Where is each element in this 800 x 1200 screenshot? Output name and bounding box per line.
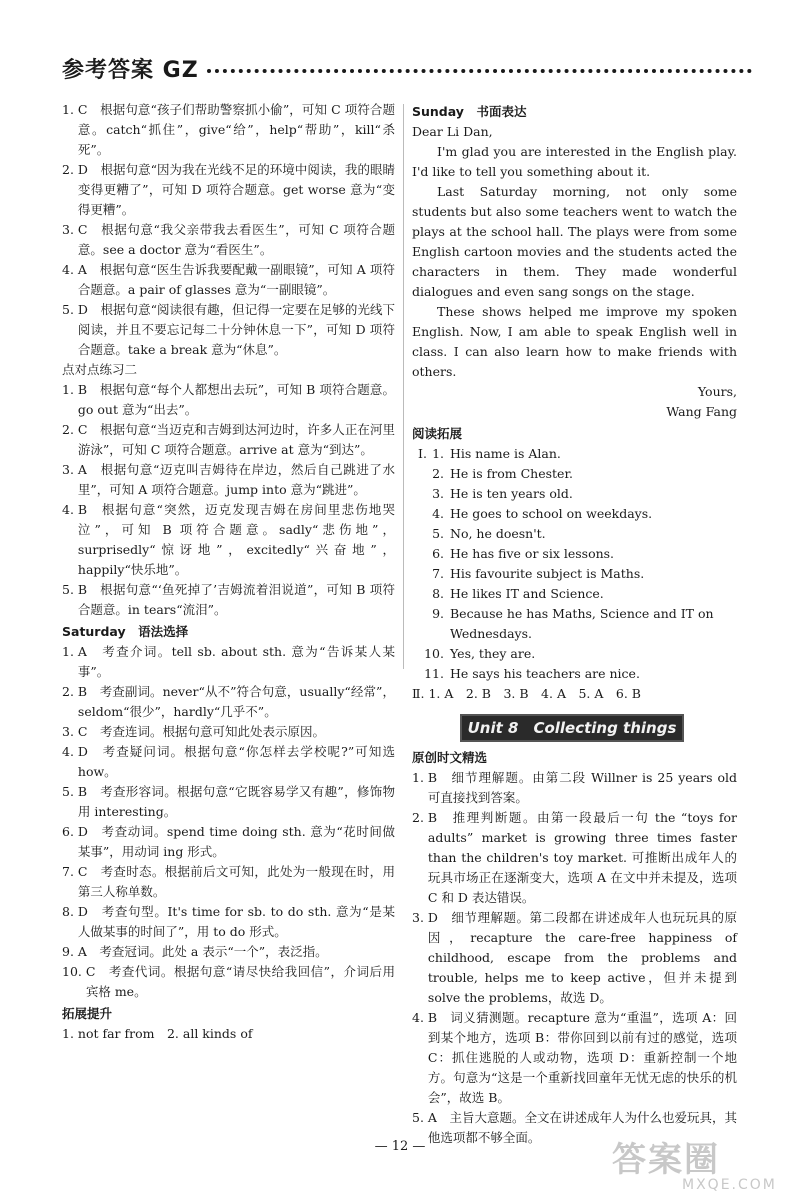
item-number: 1. [62,382,78,397]
list-item [62,942,395,962]
answer-list-2 [62,380,395,620]
item-number: 10. [424,646,444,661]
letter-paragraph: These shows helped me improve my spoken English. Now, I am able to speak English well in class. I can also learn how to make friends with others. [412,304,737,379]
letter-greeting: Dear Li Dan, [412,124,493,139]
item-text: B 词义猜测题。recapture 意为“重温”，选项 A：回到某个地方，选项 B：带你回到以前有过的感觉，选项 C：抓住逃脱的人或动物，选项 D：重新控制一个地方。句意为“这是一个重新找回童年无忧无虑的快乐的机会”，故选 B。 [427,1010,737,1105]
list-item [62,220,395,260]
list-item [62,862,395,902]
item-number: 3. [412,910,428,925]
item-text: No, he doesn't. [450,526,546,541]
item-number: 4. [412,1010,428,1025]
list-item [412,564,737,584]
item-text: A 考查冠词。此处 a 表示“一个”，表泛指。 [77,944,328,959]
item-text: B 根据句意“‘鱼死掉了’吉姆流着泪说道”，可知 B 项符合题意。in tears“流泪”。 [77,582,395,617]
item-number: 9. [432,606,444,621]
list-item [62,500,395,580]
list-item [412,584,737,604]
sunday-heading: Sunday 书面表达 [412,104,527,119]
list-item [62,782,395,822]
list-item [412,664,737,684]
item-text: C 考查代词。根据句意“请尽快给我回信”，介词后用宾格 me。 [85,964,395,999]
item-text: C 根据句意“孩子们帮助警察抓小偷”，可知 C 项符合题意。catch“抓住”，give“给”，help“帮助”，kill“杀死”。 [77,102,395,157]
list-item [62,962,395,1002]
item-number: 7. [432,566,444,581]
item-text: B 根据句意“每个人都想出去玩”，可知 B 项符合题意。go out 意为“出去”。 [77,382,395,417]
original-answers [412,768,737,1148]
left-column [62,100,395,1044]
item-number: 4. [62,262,78,277]
list-item [62,642,395,682]
item-text: D 根据句意“阅读很有趣，但记得一定要在足够的光线下阅读，并且不要忘记每二十分钟休息一下”，可知 D 项符合题意。take a break 意为“休息”。 [77,302,395,357]
item-number: 3. [62,462,78,477]
reading-part-2-answers: Ⅱ. 1. A 2. B 3. B 4. A 5. A 6. B [412,686,641,701]
list-item [62,160,395,220]
item-number: 2. [62,162,78,177]
item-text: He says his teachers are nice. [450,666,640,681]
list-item [412,644,737,664]
list-item [412,768,737,808]
page-number: — 12 — [374,1139,426,1154]
item-number: 3. [62,724,78,739]
item-text: B 推理判断题。由第一段最后一句 the “toys for adults” market is growing three times faster than the children's toy market. 可推断出成年人的玩具市场正在逐渐变大，选项 A 在文中并未提及，选项 C 和 D 表达错误。 [427,810,737,905]
item-text: D 细节理解题。第二段都在讲述成年人也玩玩具的原因，recapture the care-free happiness of childhood, escape from the problems and trouble, helps me to keep active，但并未提到 solve the problems，故选 D。 [427,910,737,1005]
list-item [62,742,395,782]
list-item [412,604,737,644]
letter-paragraph: Last Saturday morning, not only some students but also some teachers went to watch the plays at the school hall. The plays were from some English cartoon movies and the students acted the characters in them. They made wonderful dialogues and even sang songs on the stage. [412,184,737,299]
list-item [412,524,737,544]
list-item [62,722,395,742]
column-divider [403,104,404,669]
item-text: Yes, they are. [450,646,536,661]
item-text: His name is Alan. [450,446,561,461]
list-item [62,300,395,360]
item-number: 5. [432,526,444,541]
item-text: B 考查形容词。根据句意“它既容易学又有趣”，修饰物用 interesting。 [77,784,395,819]
item-text: B 考查副词。never“从不”符合句意，usually“经常”，seldom“很少”，hardly“几乎不”。 [77,684,395,719]
item-text: Because he has Maths, Science and IT on Wednesdays. [450,606,714,641]
item-number: 3. [432,486,444,501]
list-item [412,484,737,504]
item-number: 7. [62,864,78,879]
item-number: 1. [62,102,78,117]
item-text: His favourite subject is Maths. [450,566,645,581]
item-text: C 考查连词。根据句意可知此处表示原因。 [77,724,325,739]
item-text: C 根据句意“当迈克和吉姆到达河边时，许多人正在河里游泳”，可知 C 项符合题意。arrive at 意为“到达”。 [77,422,395,457]
list-item [62,460,395,500]
right-column [412,100,737,1148]
letter-signature: Wang Fang [666,404,737,419]
practice-2-heading: 点对点练习二 [62,362,138,377]
reading-answers [412,444,737,684]
item-number: 2. [62,684,78,699]
item-number: 8. [62,904,78,919]
unit-banner: Unit 8 Collecting things [460,714,684,742]
item-text: He is from Chester. [450,466,574,481]
item-text: A 考查介词。tell sb. about sth. 意为“告诉某人某事”。 [77,644,395,679]
item-text: He likes IT and Science. [450,586,604,601]
letter-closing: Yours, [697,384,737,399]
item-number: 8. [432,586,444,601]
extend-answers: 1. not far from 2. all kinds of [62,1026,253,1041]
extend-heading: 拓展提升 [62,1006,113,1021]
item-text: D 考查动词。spend time doing sth. 意为“花时间做某事”，用动词 ing 形式。 [77,824,395,859]
item-number: 2. [432,466,444,481]
item-number: 1. [62,644,78,659]
saturday-heading: Saturday 语法选择 [62,624,189,639]
list-item [62,380,395,420]
item-number: 6. [432,546,444,561]
item-number: 2. [412,810,428,825]
letter-paragraph: I'm glad you are interested in the English play. I'd like to tell you something about it. [412,144,737,179]
item-text: C 考查时态。根据前后文可知，此处为一般现在时，用第三人称单数。 [77,864,395,899]
original-heading: 原创时文精选 [412,750,488,765]
item-number: 10. [62,964,86,979]
list-item [412,504,737,524]
item-text: B 根据句意“突然，迈克发现吉姆在房间里悲伤地哭泣”，可知 B 项符合题意。sadly“悲伤地”，surprisedly“惊讶地”，excitedly“兴奋地”，happily“快乐地”。 [77,502,395,577]
page-header [62,56,752,86]
item-text: He is ten years old. [450,486,573,501]
list-item [412,444,737,464]
answer-list-3 [62,642,395,1002]
item-number: 5. [62,582,78,597]
item-text: D 考查疑问词。根据句意“你怎样去学校呢?”可知选 how。 [77,744,395,779]
reading-part-1-label: Ⅰ. [418,446,427,461]
list-item [62,682,395,722]
list-item [412,464,737,484]
item-text: D 根据句意“因为我在光线不足的环境中阅读，我的眼睛变得更糟了”，可知 D 项符合题意。get worse 意为“变得更糟”。 [77,162,395,217]
item-text: D 考查句型。It's time for sb. to do sth. 意为“是某人做某事的时间了”，用 to do 形式。 [77,904,395,939]
item-text: He has five or six lessons. [450,546,615,561]
item-number: 5. [412,1110,428,1125]
answer-list-1 [62,100,395,360]
item-number: 4. [62,744,78,759]
list-item [412,908,737,1008]
header-dotted-rule [207,69,752,73]
item-number: 2. [62,422,78,437]
item-number: 9. [62,944,78,959]
item-number: 6. [62,824,78,839]
item-number: 1. [412,770,428,785]
header-title: 参考答案 GZ [62,58,199,83]
item-text: A 主旨大意题。全文在讲述成年人为什么也爱玩具，其他选项都不够全面。 [427,1110,737,1145]
item-text: A 根据句意“医生告诉我要配戴一副眼镜”，可知 A 项符合题意。a pair of glasses 意为“一副眼镜”。 [77,262,395,297]
item-number: 4. [432,506,444,521]
item-number: 3. [62,222,78,237]
item-number: 5. [62,784,78,799]
list-item [412,808,737,908]
list-item [412,544,737,564]
item-text: He goes to school on weekdays. [450,506,653,521]
list-item [62,260,395,300]
list-item [412,1008,737,1108]
item-number: 4. [62,502,78,517]
watermark-logo [612,1142,792,1194]
list-item [62,580,395,620]
item-number: 1. [432,446,444,461]
item-number: 5. [62,302,78,317]
list-item [62,420,395,460]
item-number: 11. [424,666,444,681]
item-text: C 根据句意“我父亲带我去看医生”，可知 C 项符合题意。see a doctor 意为“看医生”。 [77,222,395,257]
item-text: A 根据句意“迈克叫吉姆待在岸边，然后自己跳进了水里”，可知 A 项符合题意。jump into 意为“跳进”。 [77,462,395,497]
reading-heading: 阅读拓展 [412,426,463,441]
item-text: B 细节理解题。由第二段 Willner is 25 years old 可直接找到答案。 [427,770,737,805]
watermark-url: MXQE.COM [682,1177,777,1193]
watermark-text: 答案圈 [612,1140,720,1180]
list-item [62,902,395,942]
list-item [62,100,395,160]
list-item [62,822,395,862]
